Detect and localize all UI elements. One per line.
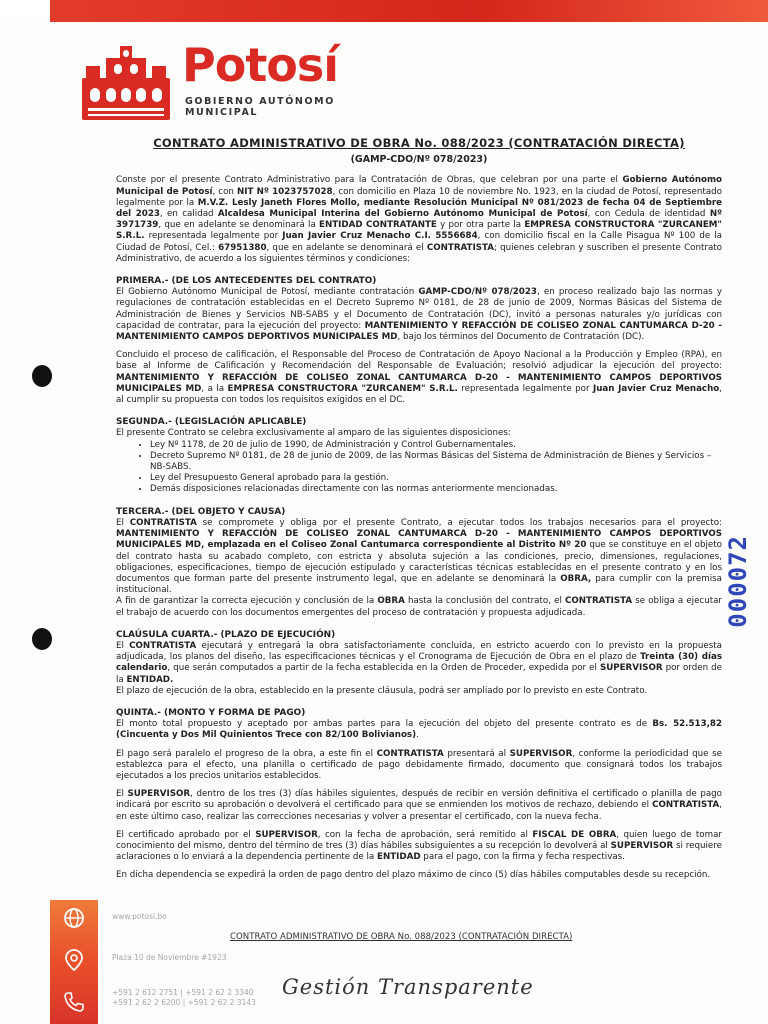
- phone-icon: [62, 990, 86, 1014]
- brand-subtitle: GOBIERNO AUTÓNOMO MUNICIPAL: [185, 96, 335, 118]
- contract-subtitle: (GAMP-CDO/Nº 078/2023): [350, 154, 488, 166]
- quinta-paragraph-5: En dicha dependencia se expedirá la orden de pago dentro del plazo máximo de cinco (5) días hábiles computables desde su recepción.: [116, 870, 711, 881]
- top-margin: [0, 0, 50, 22]
- quinta-paragraph-1: El monto total propuesto y aceptado por ambas partes para la ejecución del objeto del presente contrato es de Bs. 52.513,82 (Cincuenta y Dos Mil Quinientos Trece con 82/100 Bolivianos).: [116, 719, 722, 741]
- municipal-building-icon: [78, 44, 174, 122]
- primera-paragraph-2: Concluido el proceso de calificación, el Responsable del Proceso de Contratación de Apoyo Nacional a la Producción y Empleo (RPA), en base al Informe de Calificación y Recomendación del Responsable de Evaluación; resolvió adjudicar la ejecución del proyecto: MANTENIMIENTO Y REFACCIÓN DE COLISEO ZONAL CANTUMARCA D-20 - MANTENIMIENTO CAMPOS DEPORTIVOS MUNICIPALES MD, a la EMPRESA CONSTRUCTORA "ZURCANEM" S.R.L. representada legalmente por Juan Javier Cruz Menacho, al cumplir su propuesta con todos los requisitos exigidos en el DC.: [116, 350, 722, 406]
- tercera-paragraph-1: El CONTRATISTA se compromete y obliga por el presente Contrato, a ejecutar todos los trabajos necesarios para el proyecto: MANTENIMIENTO Y REFACCIÓN DE COLISEO ZONAL CANTUMARCA D-20 - MANTENIMIENTO CAMPOS DEPORTIVOS MUNICIPALES MD, emplazada en el Coliseo Zonal Cantumarca correspondiente al Distrito Nº 20 que se constituye en el objeto del contrato hasta su acabado completo, con estricta y absoluta sujeción a las condiciones, precio, dimensiones, regulaciones, obligaciones, especificaciones, tiempo de ejecución estipulado y características técnicas establecidas en el presente contrato y en los documentos que forman parte del presente instrumento legal, que en adelante se denominará la OBRA, para cumplir con la premisa institucional.: [116, 517, 722, 596]
- quinta-paragraph-4: El certificado aprobado por el SUPERVISOR, con la fecha de aprobación, será remitido al FISCAL DE OBRA, quien luego de tomar conocimiento del mismo, dentro del término de tres (3) días hábiles subsiguientes a su recepción lo devolverá al SUPERVISOR si requiere aclaraciones o lo enviará a la dependencia pertinente de la ENTIDAD para el pago, con la firma y fecha respectivas.: [116, 829, 722, 863]
- segunda-intro: El presente Contrato se celebra exclusivamente al amparo de las siguientes disposiciones:: [116, 428, 511, 439]
- cuarta-paragraph-1: El CONTRATISTA ejecutará y entregará la obra satisfactoriamente concluida, en estricto acuerdo con lo previsto en la propuesta adjudicada, los planos del diseño, las especificaciones técnicas y el Cronograma de Ejecución de Obra en el plazo de Treinta (30) días calendario, que serán computados a partir de la fecha establecida en la Orden de Proceder, expedida por el SUPERVISOR por orden de la ENTIDAD.: [116, 640, 722, 685]
- section-heading-primera: PRIMERA.- (DE LOS ANTECEDENTES DEL CONTRATO): [116, 276, 377, 287]
- location-pin-icon: [62, 948, 86, 972]
- tercera-paragraph-2: A fin de garantizar la correcta ejecución y conclusión de la OBRA hasta la conclusión del contrato, el CONTRATISTA se obliga a ejecutar el trabajo de acuerdo con los documentos emergentes del proceso de contratación y propuesta adjudicada.: [116, 596, 723, 618]
- phone-line-1: +591 2 612 2751 | +591 2 62 2 3340: [112, 988, 254, 997]
- section-heading-tercera: TERCERA.- (DEL OBJETO Y CAUSA): [116, 506, 286, 517]
- list-item: • Ley Nº 1178, de 20 de julio de 1990, de Administración y Control Gubernamentales.: [150, 440, 722, 451]
- address-text: Plaza 10 de Noviembre #1923: [112, 953, 227, 962]
- section-heading-segunda: SEGUNDA.- (LEGISLACIÓN APLICABLE): [116, 417, 307, 428]
- legislation-list: [116, 440, 722, 496]
- brand-name: Potosí: [182, 38, 339, 92]
- header-red-bar: [50, 0, 768, 22]
- list-item: • Ley del Presupuesto General aprobado para la gestión.: [150, 473, 722, 484]
- intro-paragraph: Conste por el presente Contrato Administrativo para la Contratación de Obras, que celebran por una parte el Gobierno Autónomo Municipal de Potosí, con NIT Nº 1023757028, con domicilio en Plaza 10 de noviembre No. 1923, en la ciudad de Potosí, representado legalmente por la M.V.Z. Lesly Janeth Flores Mollo, mediante Resolución Municipal Nº 081/2023 de fecha 04 de Septiembre del 2023, en calidad Alcaldesa Municipal Interina del Gobierno Autónomo Municipal de Potosí, con Cedula de identidad Nº 3971739, que en adelante se denominará la ENTIDAD CONTRATANTE y por otra parte la EMPRESA CONSTRUCTORA "ZURCANEM" S.R.L. representada legalmente por Juan Javier Cruz Menacho C.I. 5556684, con domicilio fiscal en la Calle Pisagua Nº 100 de la Ciudad de Potosí, Cel.: 67951380, que en adelante se denominará el CONTRATISTA; quienes celebran y suscriben el presente Contrato Administrativo, de acuerdo a los siguientes términos y condiciones:: [116, 175, 722, 264]
- list-item: • Demás disposiciones relacionadas directamente con las normas anteriormente mencionadas.: [150, 484, 722, 495]
- page-number-stamp: 000072: [724, 535, 752, 628]
- list-item: • Decreto Supremo Nº 0181, de 28 de junio de 2009, de las Normas Básicas del Sistema de Administración de Bienes y Servicios – NB-SABS.: [150, 451, 722, 473]
- contract-title: CONTRATO ADMINISTRATIVO DE OBRA No. 088/2023 (CONTRATACIÓN DIRECTA): [153, 136, 685, 150]
- quinta-paragraph-2: El pago será paralelo el progreso de la obra, a este fin el CONTRATISTA presentará al SUPERVISOR, conforme la periodicidad que se establezca para el efecto, una planilla o certificado de pago debidamente firmado, documento que consignará todos los trabajos ejecutados a los precios unitarios establecidos.: [116, 748, 723, 781]
- website-text: www.potosi.bo: [112, 912, 167, 921]
- municipal-logo: [78, 38, 358, 124]
- globe-icon: [62, 906, 86, 930]
- cuarta-paragraph-2: El plazo de ejecución de la obra, establecido en la presente cláusula, podrá ser ampliado por lo previsto en este Contrato.: [116, 685, 648, 696]
- punch-hole: [32, 628, 52, 650]
- phone-line-2: +591 2 62 2 6200 | +591 2 62 2 3143: [112, 998, 256, 1007]
- contract-document: [116, 138, 722, 889]
- primera-paragraph-1: El Gobierno Autónomo Municipal de Potosí, mediante contratación GAMP-CDO/Nº 078/2023, en proceso realizado bajo las normas y regulaciones de contratación establecidas en el Decreto Supremo Nº 0181, de 28 de junio de 2009, Normas Básicas del Sistema de Administración de Bienes y Servicios NB-SABS y el Documento de Contratación (DC), invitó a personas naturales y/o jurídicas con capacidad de contratar, para la ejecución del proyecto: MANTENIMIENTO Y REFACCIÓN DE COLISEO ZONAL CANTUMARCA D-20 - MANTENIMIENTO CAMPOS DEPORTIVOS MUNICIPALES MD, bajo los términos del Documento de Contratación (DC).: [116, 287, 722, 343]
- section-heading-cuarta: CLAÚSULA CUARTA.- (PLAZO DE EJECUCIÓN): [116, 629, 336, 640]
- slogan: Gestión Transparente: [282, 975, 534, 999]
- quinta-paragraph-3: El SUPERVISOR, dentro de los tres (3) días hábiles siguientes, después de recibir en versión definitiva el certificado o planilla de pago indicará por escrito su aprobación o devolverá el certificado para que se enmienden los motivos de rechazo, debiendo el CONTRATISTA, en este último caso, realizar las correcciones necesarias y volver a presentar el certificado, con la nueva fecha.: [116, 789, 722, 822]
- punch-hole: [32, 365, 52, 387]
- footer-sidebar: [50, 900, 98, 1024]
- section-heading-quinta: QUINTA.- (MONTO Y FORMA DE PAGO): [116, 707, 306, 718]
- footer-contract-reference: CONTRATO ADMINISTRATIVO DE OBRA No. 088/2023 (CONTRATACIÓN DIRECTA): [230, 932, 573, 942]
